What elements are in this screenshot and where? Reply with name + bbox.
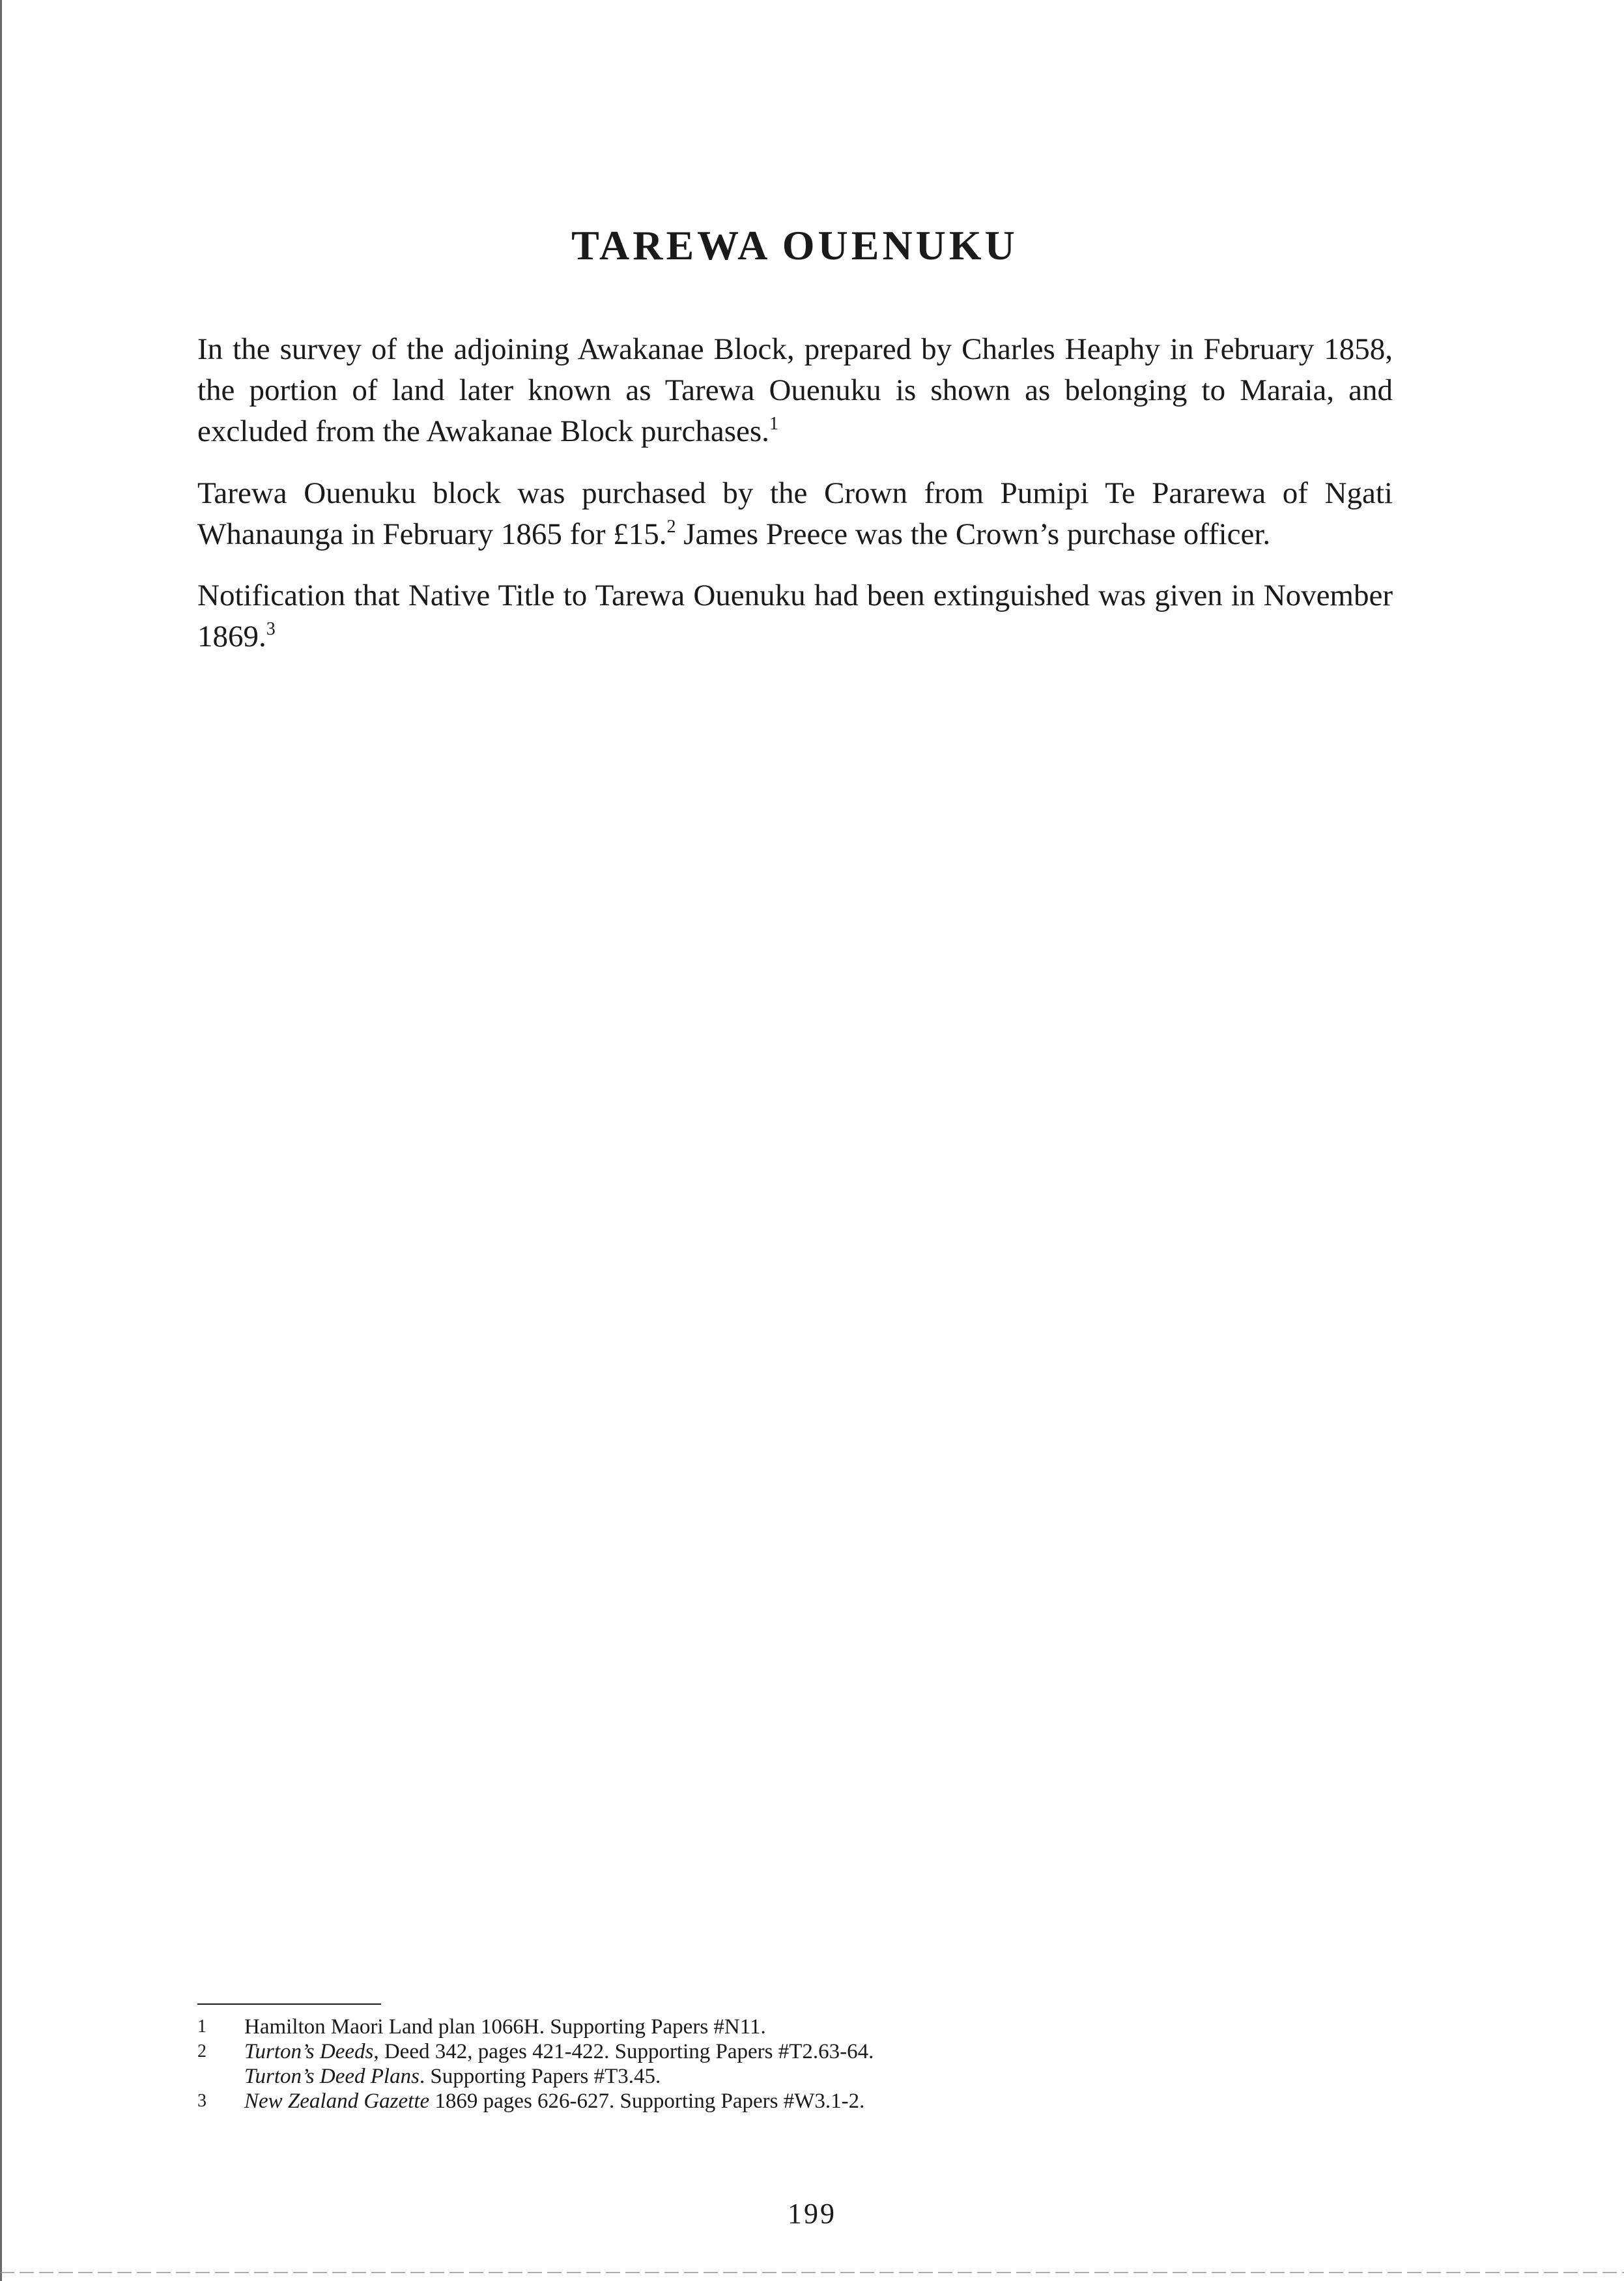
paragraph-1-text: In the survey of the adjoining Awakanae Block, prepared by Charles Heaphy in February 1858, the portion of land later known as Tarewa Ouenuku is shown as belonging to Maraia, and excluded from the Awakanae Block purchases. (197, 332, 1393, 448)
scan-left-edge (0, 0, 2, 2281)
footnote-separator (197, 2003, 381, 2005)
paragraph-1 (197, 329, 1393, 452)
footnote-ref-1[interactable]: 1 (769, 414, 778, 434)
page-number: 199 (788, 2198, 836, 2230)
footnote-ref-2[interactable]: 2 (666, 517, 676, 537)
page-title: TAREWA OUENUKU (571, 222, 1018, 268)
paragraph-2-text-a: Tarewa Ouenuku block was purchased by the Crown from Pumipi Te Pararewa of Ngati Whanaunga in February 1865 for £15. (197, 476, 1393, 551)
footnote-1-text: Hamilton Maori Land plan 1066H. Supporting Papers #N11. (244, 2015, 766, 2039)
paragraph-2 (197, 473, 1393, 555)
footnote-2-line-1 (244, 2039, 1393, 2064)
paragraph-3-text: Notification that Native Title to Tarewa Ouenuku had been extinguished was given in November 1869. (197, 579, 1393, 653)
footnote-3 (197, 2089, 1393, 2114)
footnote-2-line-2 (244, 2064, 1393, 2089)
footnote-1 (197, 2015, 1393, 2039)
footnote-3-source-title: New Zealand Gazette (244, 2089, 430, 2113)
footnote-2-source-title: Turton’s Deeds (244, 2040, 374, 2063)
footnote-3-text (244, 2089, 1393, 2114)
footnotes (197, 2015, 1393, 2114)
footnote-ref-3[interactable]: 3 (266, 619, 276, 639)
paragraph-2-text-b: James Preece was the Crown’s purchase officer. (676, 517, 1271, 551)
footnote-2-source-detail: , Deed 342, pages 421-422. Supporting Papers #T2.63-64. (373, 2040, 874, 2063)
footnote-3-source-detail: 1869 pages 626-627. Supporting Papers #W3.1-2. (429, 2089, 865, 2113)
paragraph-3 (197, 575, 1393, 657)
scan-bottom-edge (0, 2272, 1624, 2273)
footnote-1-number: 1 (197, 2016, 207, 2037)
footnote-2-plans-detail: . Supporting Papers #T3.45. (419, 2065, 661, 2088)
footnote-2-plans-title: Turton’s Deed Plans (244, 2065, 420, 2088)
footnote-3-number: 3 (197, 2091, 207, 2111)
footnote-2-number: 2 (197, 2041, 207, 2061)
footnote-2 (197, 2039, 1393, 2089)
